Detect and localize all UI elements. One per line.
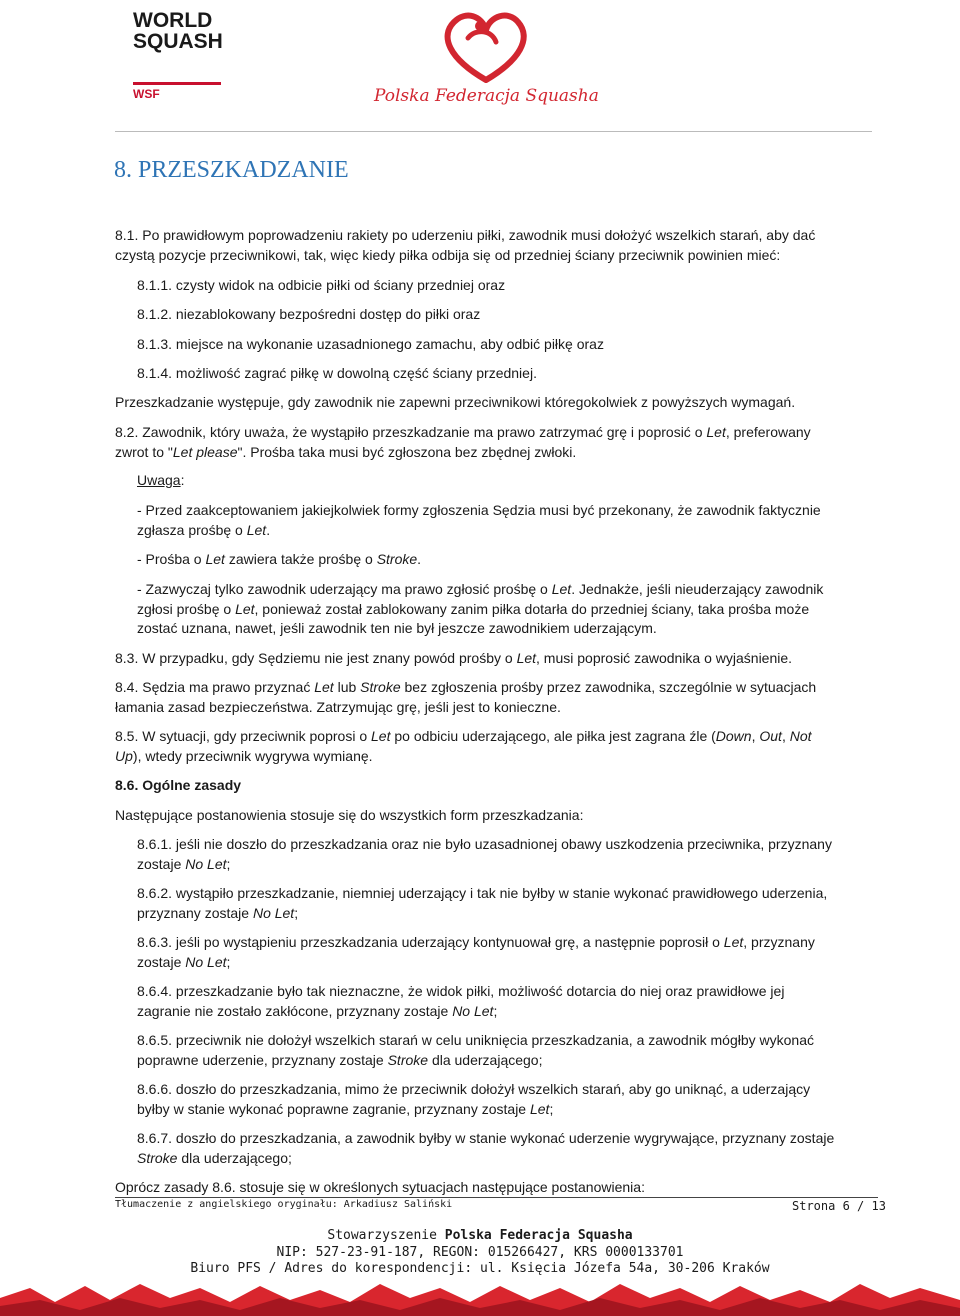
world-squash-logo bbox=[133, 10, 228, 101]
rule1-b: zostaje bbox=[137, 855, 186, 872]
p84-c: bez zgłoszenia prośby przez zawodnika, szczególnie w sytuacjach bbox=[400, 679, 817, 695]
p82-text-d: ". Prośba taka musi być zgłoszona bez zbędnej zwłoki. bbox=[237, 443, 577, 460]
note3-b: . Jednakże, jeśli nieuderzający zawodnik bbox=[571, 581, 824, 597]
note2-a: - Prośba o bbox=[137, 551, 206, 567]
rule2-line1: 8.6.2. wystąpiło przeszkadzanie, niemniej uderzający i tak nie byłby w stanie wykonać prawidłowego uderzenia, bbox=[137, 885, 828, 901]
note3-let2: Let bbox=[235, 600, 255, 617]
p84-a: 8.4. Sędzia ma prawo przyznać bbox=[115, 679, 315, 695]
rule7-line1: 8.6.7. doszło do przeszkadzania, a zawodnik byłby w stanie wykonać uderzenie wygrywające, przyznany zostaje bbox=[137, 1130, 835, 1146]
rule1-line1: 8.6.1. jeśli nie doszło do przeszkadzania oraz nie było uzasadnionej obawy uszkodzenia przeciwnika, przyznany bbox=[137, 836, 832, 852]
note-label-text: Uwaga bbox=[137, 472, 181, 488]
footer-divider bbox=[115, 1197, 878, 1198]
note3-d: , ponieważ został zablokowany zanim piłka dotarła do przedniej ściany, taka prośba może bbox=[254, 600, 810, 617]
rule-8-6-4 bbox=[137, 982, 784, 1021]
note-2 bbox=[137, 550, 421, 570]
item-8-1-3: 8.1.3. miejsce na wykonanie uzasadnionego zamachu, aby odbić piłkę oraz bbox=[137, 336, 604, 352]
item-8-1-4: 8.1.4. możliwość zagrać piłkę w dowolną część ściany przedniej. bbox=[137, 365, 537, 381]
p85-out: Out bbox=[759, 728, 782, 744]
item-8-1-1: 8.1.1. czysty widok na odbicie piłki od ściany przedniej oraz bbox=[137, 277, 506, 293]
note3-a: - Zazwyczaj tylko zawodnik uderzający ma prawo zgłosić prośbę o bbox=[137, 581, 552, 597]
p83-b: , musi poprosić zawodnika o wyjaśnienie. bbox=[536, 650, 793, 666]
p84-b: lub bbox=[333, 679, 361, 695]
rule3-end: ; bbox=[226, 953, 231, 970]
heading-8-6: 8.6. Ogólne zasady bbox=[115, 777, 242, 793]
p85-a: 8.5. W sytuacji, gdy przeciwnik poprosi o bbox=[115, 728, 371, 744]
p85-comma2: , bbox=[781, 728, 790, 744]
rule5-term: Stroke bbox=[387, 1051, 429, 1068]
rule-8-6-5 bbox=[137, 1031, 814, 1070]
footer-org-prefix: Stowarzyszenie bbox=[327, 1228, 445, 1243]
rule5-end: dla uderzającego; bbox=[428, 1051, 543, 1068]
footer-address: Biuro PFS / Adres do korespondencji: ul. Księcia Józefa 54a, 30-206 Kraków bbox=[190, 1261, 770, 1276]
footer-ids: NIP: 527-23-91-187, REGON: 015266427, KRS 0000133701 bbox=[276, 1245, 684, 1260]
interference-definition: Przeszkadzanie występuje, gdy zawodnik nie zapewni przeciwnikowi któregokolwiek z powyższych wymagań. bbox=[115, 394, 796, 410]
page-number: Strona 6 / 13 bbox=[792, 1199, 886, 1213]
note-label bbox=[137, 471, 184, 491]
p81-line2: czystą pozycje przeciwnikowi, tak, więc kiedy piłka odbija się od przedniej ściany przeciwnik powinien mieć: bbox=[115, 246, 781, 263]
logo-wsf-abbr: WSF bbox=[133, 87, 160, 101]
rule4-line1: 8.6.4. przeszkadzanie było tak nieznaczne, że widok piłki, możliwość dotarcia do niej oraz prawidłowe jej bbox=[137, 983, 785, 999]
p82-text-c: zwrot to " bbox=[115, 443, 173, 460]
note1-end: . bbox=[266, 521, 271, 538]
rule4-b: zagranie nie zostało zakłócone, przyznany zostaje bbox=[137, 1002, 453, 1019]
note2-stroke: Stroke bbox=[376, 551, 418, 567]
paragraph-8-2 bbox=[115, 423, 811, 462]
note3-e: zostać uznana, nawet, jeśli zawodnik ten nie był jeszcze zawodnikiem uderzającym. bbox=[137, 620, 657, 636]
rule-8-6-6 bbox=[137, 1080, 810, 1119]
rule6-b: byłby w stanie wykonać poprawne zagranie, przyznany zostaje bbox=[137, 1100, 530, 1117]
note3-c: zgłosi prośbę o bbox=[137, 600, 236, 617]
rule7-term: Stroke bbox=[137, 1149, 178, 1166]
paragraph-8-5 bbox=[115, 727, 812, 766]
rules-intro: Następujące postanowienia stosuje się do wszystkich form przeszkadzania: bbox=[115, 807, 584, 823]
paragraph-8-4 bbox=[115, 678, 816, 717]
note1-line1: - Przed zaakceptowaniem jakiejkolwiek formy zgłoszenia Sędzia musi być przekonany, że zawodnik faktycznie bbox=[137, 502, 821, 518]
rule6-term: Let bbox=[529, 1100, 550, 1117]
p82-text-b: , preferowany bbox=[725, 424, 811, 440]
rule3-aterm: Let bbox=[723, 934, 744, 950]
pfs-logo bbox=[368, 8, 598, 108]
rule-8-6-1 bbox=[137, 835, 832, 874]
note-3 bbox=[137, 580, 823, 639]
note-label-colon: : bbox=[180, 472, 185, 488]
note2-b: zawiera także prośbę o bbox=[224, 551, 377, 567]
note-1 bbox=[137, 501, 821, 540]
p83-a: 8.3. W przypadku, gdy Sędziemu nie jest znany powód prośby o bbox=[115, 650, 517, 666]
p85-let: Let bbox=[371, 728, 391, 744]
pfs-heart-icon bbox=[368, 8, 598, 88]
p84-d: łamania zasad bezpieczeństwa. Zatrzymując grę, jeśli jest to konieczne. bbox=[115, 698, 561, 715]
decorative-bottom-border bbox=[0, 1276, 960, 1316]
logo-red-bar bbox=[133, 82, 221, 85]
rule7-end: dla uderzającego; bbox=[177, 1149, 292, 1166]
note1-line2: zgłasza prośbę o bbox=[137, 521, 247, 538]
section-title: 8. PRZESZKADZANIE bbox=[114, 157, 349, 183]
closing-line: Oprócz zasady 8.6. stosuje się w określonych sytuacjach następujące postanowienia: bbox=[115, 1179, 645, 1195]
pfs-logo-text: Polska Federacja Squasha bbox=[374, 86, 599, 106]
note2-end: . bbox=[417, 551, 422, 567]
p81-line1: 8.1. Po prawidłowym poprowadzeniu rakiety po uderzeniu piłki, zawodnik musi dołożyć wszelkich starań, aby dać bbox=[115, 227, 816, 243]
rule2-term: No Let bbox=[252, 904, 295, 921]
logo-word-world: WORLD bbox=[133, 9, 213, 32]
translation-credit: Tłumaczenie z angielskiego oryginału: Arkadiusz Saliński bbox=[115, 1199, 453, 1210]
p82-text-a: 8.2. Zawodnik, który uważa, że wystąpiło przeszkadzanie ma prawo zatrzymać grę i poprosić o bbox=[115, 424, 707, 440]
p85-not: Not bbox=[789, 728, 812, 744]
header-divider bbox=[115, 131, 872, 132]
rule5-line1: 8.6.5. przeciwnik nie dołożył wszelkich starań w celu uniknięcia przeszkadzania, a zawodnik mógłby wykonać bbox=[137, 1032, 814, 1048]
p84-let: Let bbox=[314, 679, 334, 695]
rule2-b: przyznany zostaje bbox=[137, 904, 253, 921]
footer-org-name: Polska Federacja Squasha bbox=[444, 1228, 633, 1243]
rule-8-6-2 bbox=[137, 884, 827, 923]
p85-comma1: , bbox=[751, 728, 760, 744]
p85-down: Down bbox=[715, 728, 752, 744]
rule2-end: ; bbox=[294, 904, 299, 921]
rule6-end: ; bbox=[549, 1100, 554, 1117]
rule3-term: No Let bbox=[185, 953, 227, 970]
p82-let: Let bbox=[706, 424, 726, 440]
rule-8-6-7 bbox=[137, 1129, 834, 1168]
p85-up: Up bbox=[115, 747, 133, 764]
p85-b: po odbiciu uderzającego, ale piłka jest zagrana źle ( bbox=[390, 728, 716, 744]
rule4-end: ; bbox=[493, 1002, 498, 1019]
paragraph-8-1 bbox=[115, 226, 815, 265]
rule4-term: No Let bbox=[452, 1002, 494, 1019]
p82-let-please: Let please bbox=[172, 443, 238, 460]
rule6-line1: 8.6.6. doszło do przeszkadzania, mimo że przeciwnik dołożył wszelkich starań, aby go uniknąć, a uderzający bbox=[137, 1081, 811, 1097]
paragraph-8-3 bbox=[115, 649, 792, 669]
note1-let: Let bbox=[246, 521, 267, 538]
rule1-end: ; bbox=[226, 855, 231, 872]
logo-word-squash: SQUASH bbox=[133, 30, 223, 53]
p85-c: ), wtedy przeciwnik wygrywa wymianę. bbox=[132, 747, 373, 764]
note2-let: Let bbox=[205, 551, 225, 567]
rule3-b: zostaje bbox=[137, 953, 186, 970]
rule3-a2: , przyznany bbox=[743, 934, 815, 950]
footer-org bbox=[0, 1228, 960, 1243]
rule5-b: poprawne uderzenie, przyznany zostaje bbox=[137, 1051, 388, 1068]
rule1-term: No Let bbox=[185, 855, 227, 872]
p84-stroke: Stroke bbox=[360, 679, 401, 695]
rule3-a1: 8.6.3. jeśli po wystąpieniu przeszkadzania uderzający kontynuował grę, a następnie poprosił o bbox=[137, 934, 724, 950]
note3-let: Let bbox=[551, 581, 572, 597]
item-8-1-2: 8.1.2. niezablokowany bezpośredni dostęp do piłki oraz bbox=[137, 306, 481, 322]
rule-8-6-3 bbox=[137, 933, 815, 972]
p83-let: Let bbox=[516, 650, 537, 666]
